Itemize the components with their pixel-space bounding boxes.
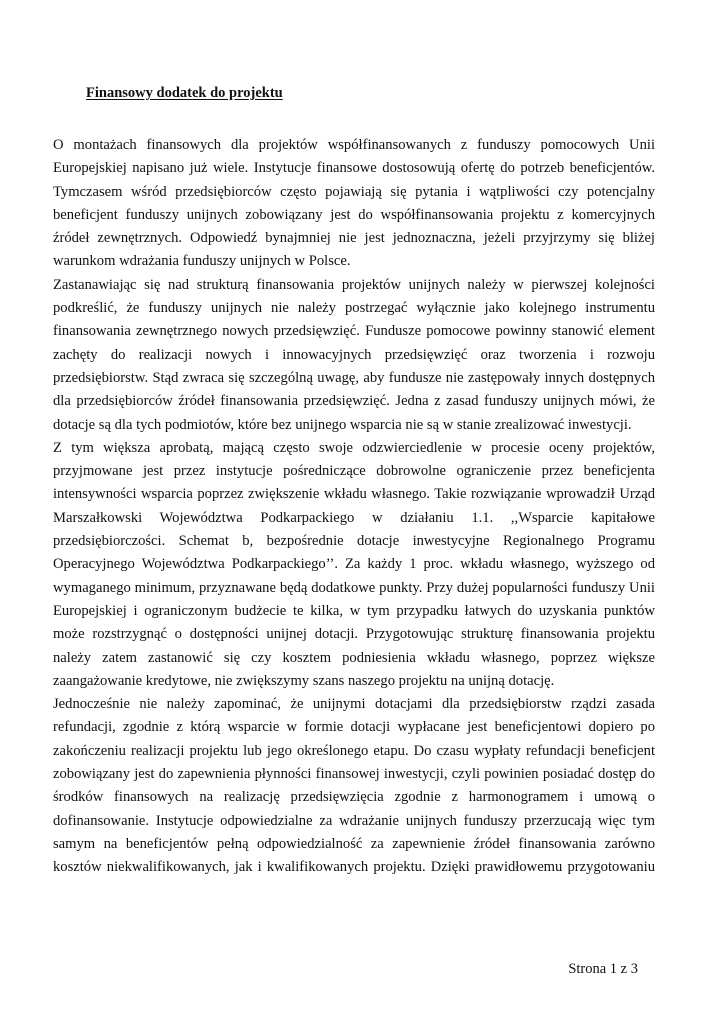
document-body: [53, 134, 655, 880]
text-line: dla przedsiębiorców źródeł finansowania przedsięwzięć. Jedna z zasad funduszy unijnych mówi, że: [53, 393, 655, 410]
text-line: kosztów niekwalifikowanych, jak i kwalifikowanych projektu. Dzięki prawidłowemu przygotowaniu: [53, 859, 655, 876]
text-line: Europejskiej i ograniczonym budżecie te kilka, w tym przypadku łatwych do uzyskania punktów: [53, 602, 655, 619]
text-line: intensywności wsparcia poprzez zwiększenie wkładu własnego. Takie rozwiązanie wprowadził Urząd: [53, 486, 655, 503]
text-line: podkreślić, że funduszy unijnych nie należy postrzegać wyłącznie jako kolejnego instrumentu: [53, 300, 655, 317]
text-line: Europejskiej napisano już wiele. Instytucje finansowe dostosowują ofertę do potrzeb beneficjentów.: [53, 160, 655, 177]
text-line: może rozstrzygnąć o dostępności unijnej dotacji. Przygotowując strukturę finansowania projektu: [53, 626, 655, 643]
text-line: zakończeniu realizacji projektu lub jego określonego etapu. Do czasu wypłaty refundacji beneficjent: [53, 742, 655, 759]
text-line: należy zatem zastanowić się czy kosztem podniesienia wkładu własnego, poprzez większe: [53, 649, 655, 666]
text-line: O montażach finansowych dla projektów współfinansowanych z funduszy pomocowych Unii: [53, 137, 655, 153]
text-line: zobowiązany jest do zapewnienia płynności finansowej inwestycji, czyli powinien posiadać dostęp do: [53, 766, 655, 783]
text-line: przedsiębiorstw. Stąd zwraca się szczególną uwagę, aby fundusze nie zastępowały innych dostępnych: [53, 369, 655, 386]
text-line: wymaganego minimum, przyznawane będą dodatkowe punkty. Przy dużej popularności funduszy Unii: [53, 579, 655, 596]
text-line: refundacji, zgodnie z którą wsparcie w formie dotacji wypłacane jest beneficjentowi dopiero po: [53, 719, 655, 736]
text-line: Z tym większa aprobatą, mającą często swoje odzwierciedlenie w procesie oceny projektów,: [53, 439, 655, 456]
text-line: zaangażowanie kredytowe, nie zwiększymy szans naszego projektu na unijną dotację.: [53, 672, 555, 689]
document-title: Finansowy dodatek do projektu: [86, 85, 283, 101]
text-line: Zastanawiając się nad strukturą finansowania projektów unijnych należy w pierwszej kolejności: [53, 276, 655, 293]
text-line: samym na beneficjentów pełną odpowiedzialność za zapewnienie źródeł finansowania zarówno: [53, 835, 655, 852]
text-line: finansowania zewnętrznego nowych przedsięwzięć. Fundusze pomocowe powinny stanowić element: [53, 323, 655, 340]
text-line: Marszałkowski Województwa Podkarpackiego w działaniu 1.1. ,,Wsparcie kapitałowe: [53, 509, 655, 526]
paragraph-1: [53, 134, 655, 274]
paragraph-4: [53, 693, 655, 879]
text-line: dofinansowanie. Instytucje odpowiedzialne za wdrażanie unijnych funduszy przerzucają więc tym: [53, 812, 655, 829]
text-line: beneficjent funduszy unijnych zobowiązany jest do współfinansowania projektu z komercyjnych: [53, 206, 655, 223]
text-line: Jednocześnie nie należy zapominać, że unijnymi dotacjami dla przedsiębiorstw rządzi zasada: [53, 696, 655, 713]
paragraph-3: [53, 437, 655, 693]
text-line: źródeł zewnętrznych. Odpowiedź bynajmniej nie jest jednoznaczna, jeżeli przyjrzymy się bliżej: [53, 230, 655, 247]
text-line: Operacyjnego Województwa Podkarpackiego’’. Za każdy 1 proc. wkładu własnego, wyższego od: [53, 556, 655, 573]
text-line: przyjmowane jest przez instytucje pośredniczące dobrowolne ograniczenie przez beneficjenta: [53, 463, 655, 480]
text-line: zachęty do realizacji nowych i innowacyjnych przedsięwzięć oraz tworzenia i rozwoju: [53, 346, 655, 363]
paragraph-2: [53, 274, 655, 437]
text-line: warunkom wdrażania funduszy unijnych w Polsce.: [53, 253, 351, 270]
text-line: dotacje są dla tych podmiotów, które bez unijnego wsparcia nie są w stanie zrealizować inwestycji.: [53, 416, 632, 433]
text-line: Tymczasem wśród przedsiębiorców często pojawiają się pytania i wątpliwości czy potencjalny: [53, 183, 655, 200]
text-line: środków finansowych na realizację przedsięwzięcia zgodnie z harmonogramem i umową o: [53, 789, 655, 806]
text-line: przedsiębiorczości. Schemat b, bezpośrednie dotacje inwestycyjne Regionalnego Programu: [53, 533, 655, 550]
page-number-footer: Strona 1 z 3: [568, 961, 638, 977]
